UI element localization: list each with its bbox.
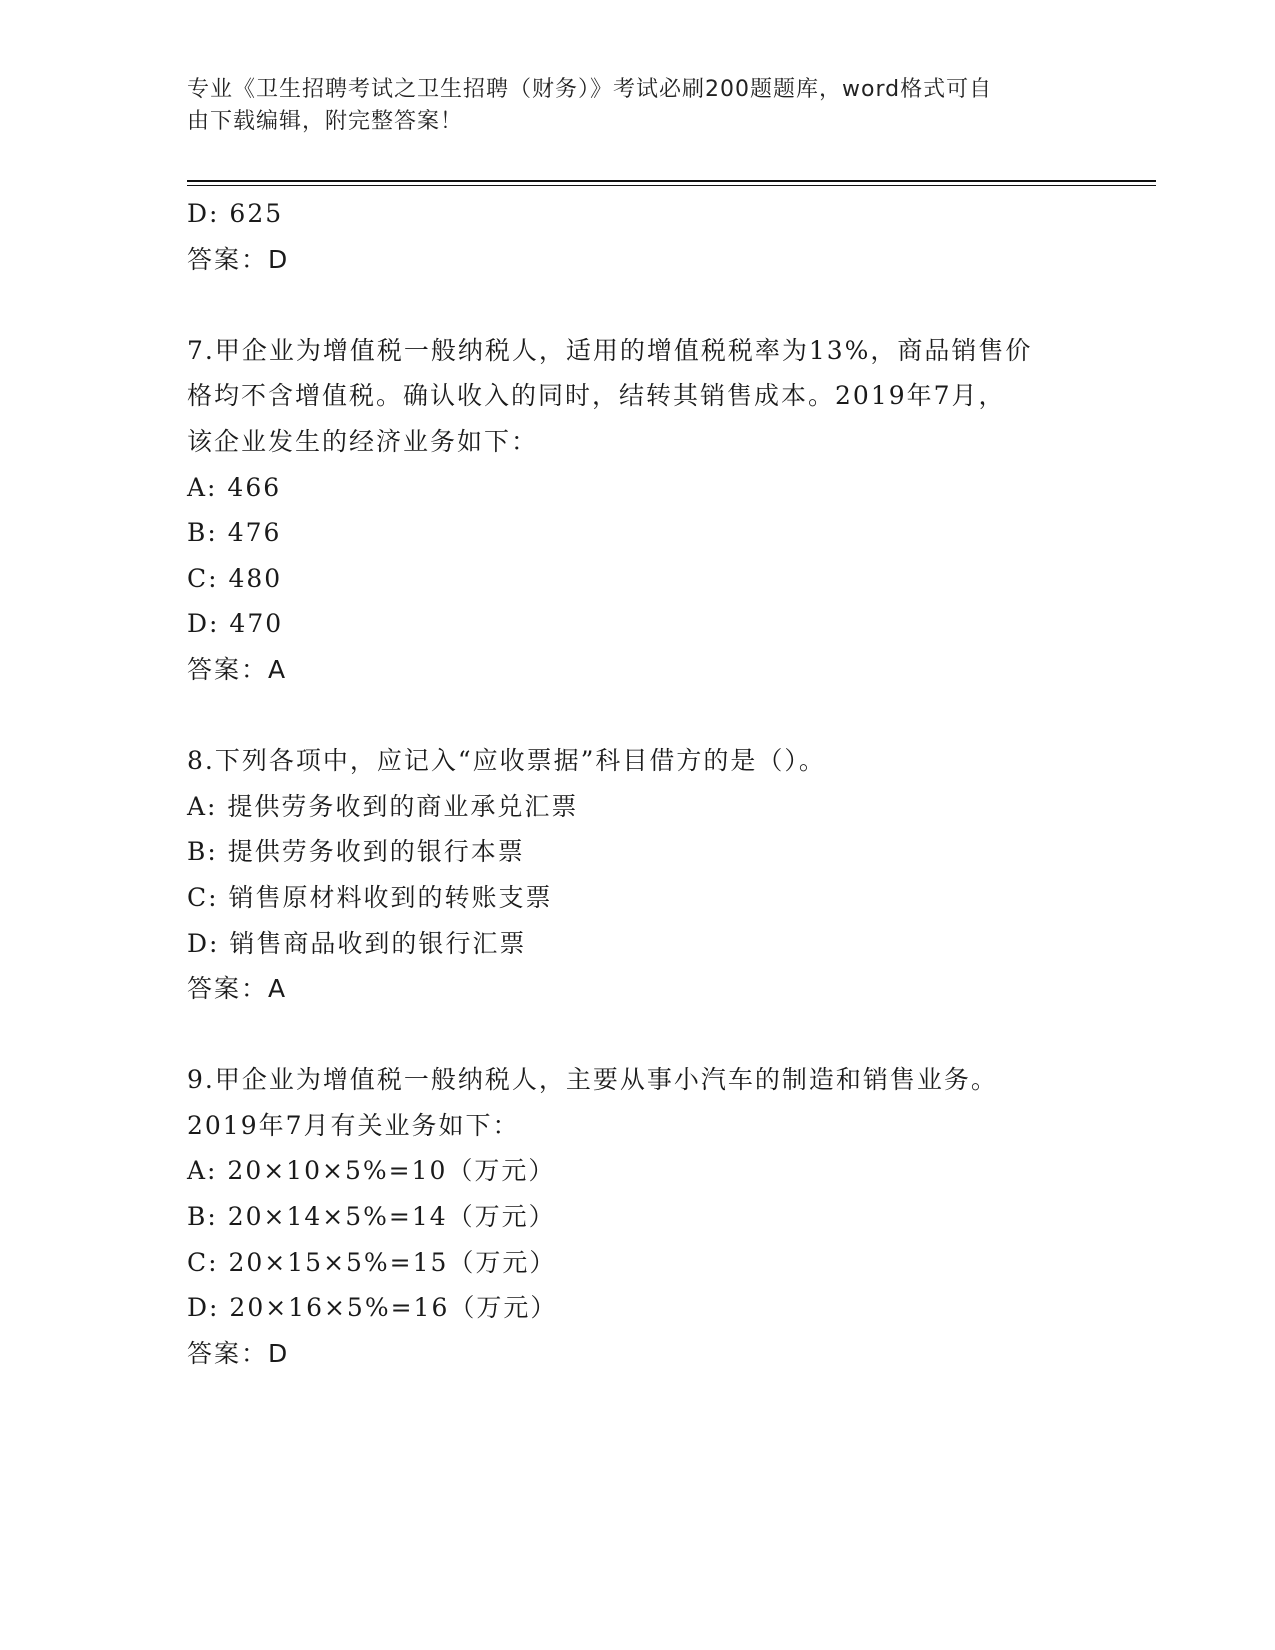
- previous-question-tail: [187, 191, 1087, 282]
- option-c: C: 480: [187, 563, 283, 593]
- option-c: C: 销售原材料收到的转账支票: [187, 882, 553, 912]
- option-a: A: 20×10×5%=10（万元）: [187, 1156, 556, 1186]
- question-7: [187, 328, 1087, 693]
- header-divider-thick: [187, 180, 1156, 182]
- answer-line: 答案：A: [187, 974, 288, 1004]
- document-body: [187, 191, 1087, 1376]
- option-b: B: 提供劳务收到的银行本票: [187, 837, 525, 867]
- header-divider-thin: [187, 185, 1156, 186]
- header-line-2: 由下载编辑，附完整答案！: [187, 109, 464, 134]
- question-stem-line: 8.下列各项中，应记入“应收票据”科目借方的是（）。: [187, 746, 826, 776]
- option-c: C: 20×15×5%=15（万元）: [187, 1247, 557, 1277]
- option-a: A: 466: [187, 472, 282, 502]
- option-b: B: 20×14×5%=14（万元）: [187, 1202, 556, 1232]
- answer-line: 答案：D: [187, 1338, 290, 1368]
- option-d: D: 625: [187, 199, 284, 228]
- option-d: D: 470: [187, 609, 284, 639]
- spacer: [187, 1012, 1087, 1058]
- question-8: [187, 738, 1087, 1012]
- question-stem-line: 格均不含增值税。确认收入的同时，结转其销售成本。2019年7月，: [187, 381, 1006, 411]
- question-stem-line: 2019年7月有关业务如下：: [187, 1110, 520, 1140]
- document-header: [187, 74, 1087, 138]
- answer-line: 答案：A: [187, 654, 288, 684]
- answer-line: 答案：D: [187, 244, 290, 274]
- spacer: [187, 693, 1087, 739]
- option-d: D: 20×16×5%=16（万元）: [187, 1293, 558, 1323]
- option-d: D: 销售商品收到的银行汇票: [187, 928, 527, 958]
- header-line-1: 专业《卫生招聘考试之卫生招聘（财务）》考试必刷200题题库，word格式可自: [187, 77, 993, 102]
- spacer: [187, 282, 1087, 328]
- question-stem-line: 该企业发生的经济业务如下：: [187, 426, 539, 456]
- option-a: A: 提供劳务收到的商业承兑汇票: [187, 791, 579, 821]
- question-stem-line: 9.甲企业为增值税一般纳税人，主要从事小汽车的制造和销售业务。: [187, 1065, 998, 1095]
- question-9: [187, 1057, 1087, 1376]
- option-b: B: 476: [187, 518, 282, 548]
- question-stem-line: 7.甲企业为增值税一般纳税人，适用的增值税税率为13%，商品销售价: [187, 335, 1033, 365]
